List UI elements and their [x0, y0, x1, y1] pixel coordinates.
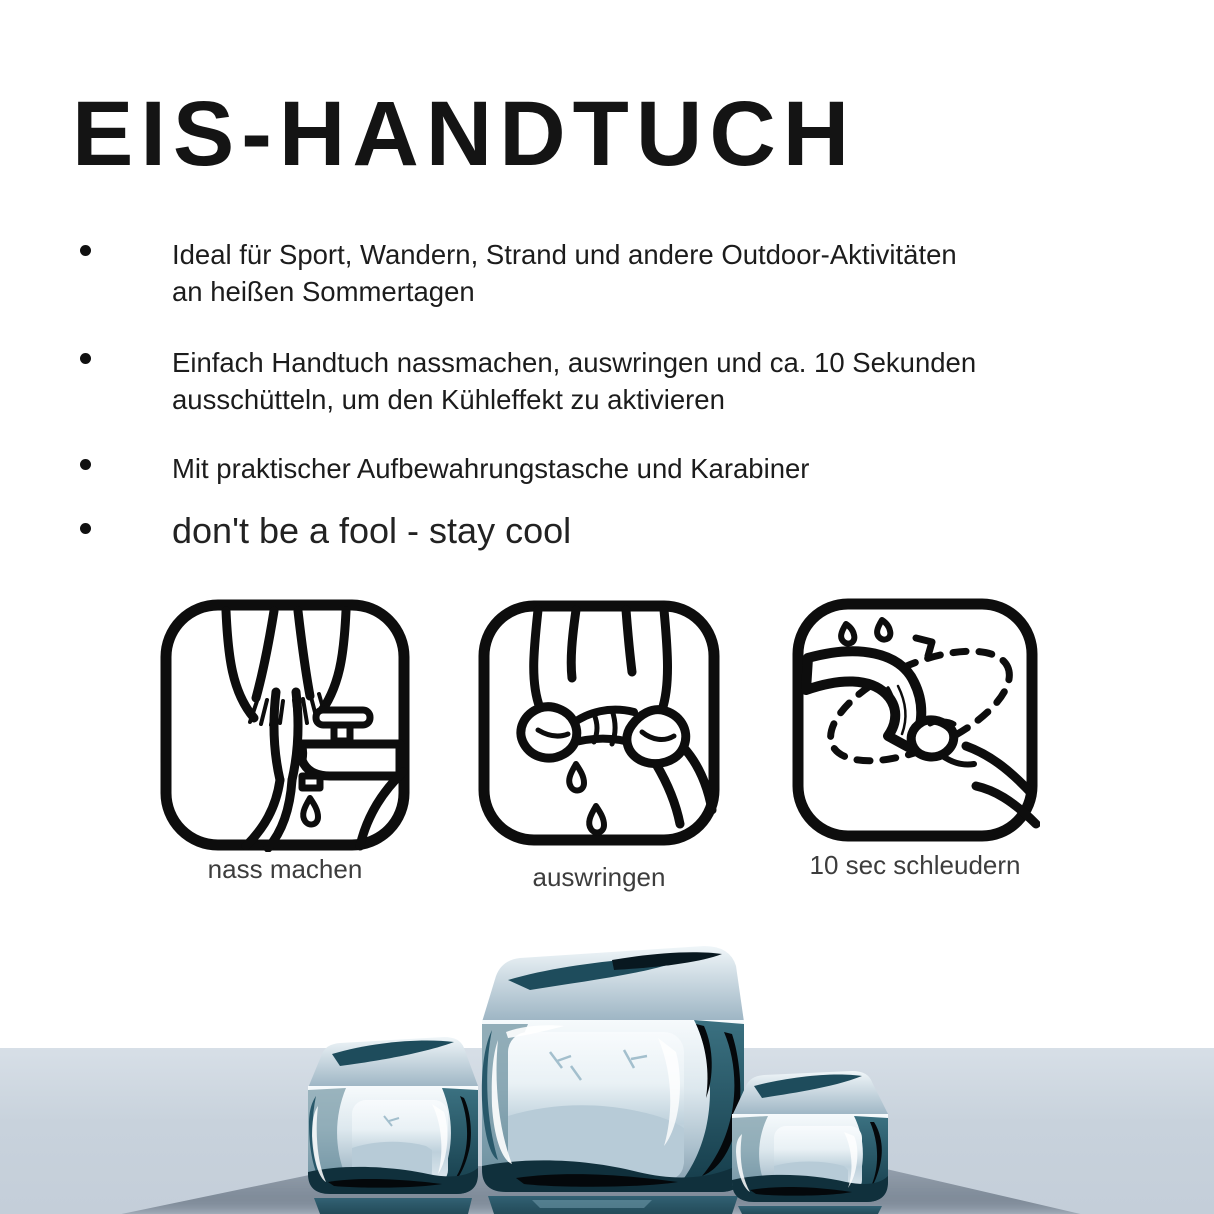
page-title: EIS-HANDTUCH [72, 83, 857, 185]
step-caption: 10 sec schleudern [809, 850, 1021, 880]
step-figure-spin [790, 596, 1040, 880]
ice-cubes-illustration [292, 920, 917, 1214]
bullet-line: Einfach Handtuch nassmachen, auswringen und ca. 10 Sekunden [172, 347, 977, 378]
slogan-line: don't be a fool - stay cool [172, 510, 572, 551]
spin-towel-icon [790, 596, 1040, 844]
step-figure-wet [158, 596, 412, 884]
bullet-text [172, 236, 1012, 310]
bullet-dot [80, 245, 91, 256]
bullet-line: Mit praktischer Aufbewahrungstasche und Karabiner [172, 453, 810, 484]
bullet-dot [80, 523, 91, 534]
ice-cube-right [732, 1071, 888, 1214]
bullet-item [80, 236, 1012, 310]
ice-cube-left [308, 1037, 478, 1214]
step-caption: auswringen [532, 862, 666, 892]
step-caption: nass machen [207, 854, 363, 884]
slogan-text [172, 508, 1012, 554]
bullet-text [172, 450, 1012, 487]
step-figure-wring [476, 598, 722, 892]
bullet-line: ausschütteln, um den Kühleffekt zu aktivieren [172, 384, 725, 415]
bullet-line: an heißen Sommertagen [172, 276, 475, 307]
wet-towel-under-faucet-icon [158, 596, 412, 852]
bullet-text [172, 344, 1012, 418]
bullet-dot [80, 353, 91, 364]
ice-cube-middle [482, 946, 744, 1214]
bullet-dot [80, 459, 91, 470]
bullet-line: Ideal für Sport, Wandern, Strand und andere Outdoor-Aktivitäten [172, 239, 957, 270]
slogan-bullet [80, 508, 1012, 554]
bullet-item [80, 344, 1012, 418]
bullet-item [80, 450, 1012, 487]
wring-out-towel-icon [476, 598, 722, 848]
